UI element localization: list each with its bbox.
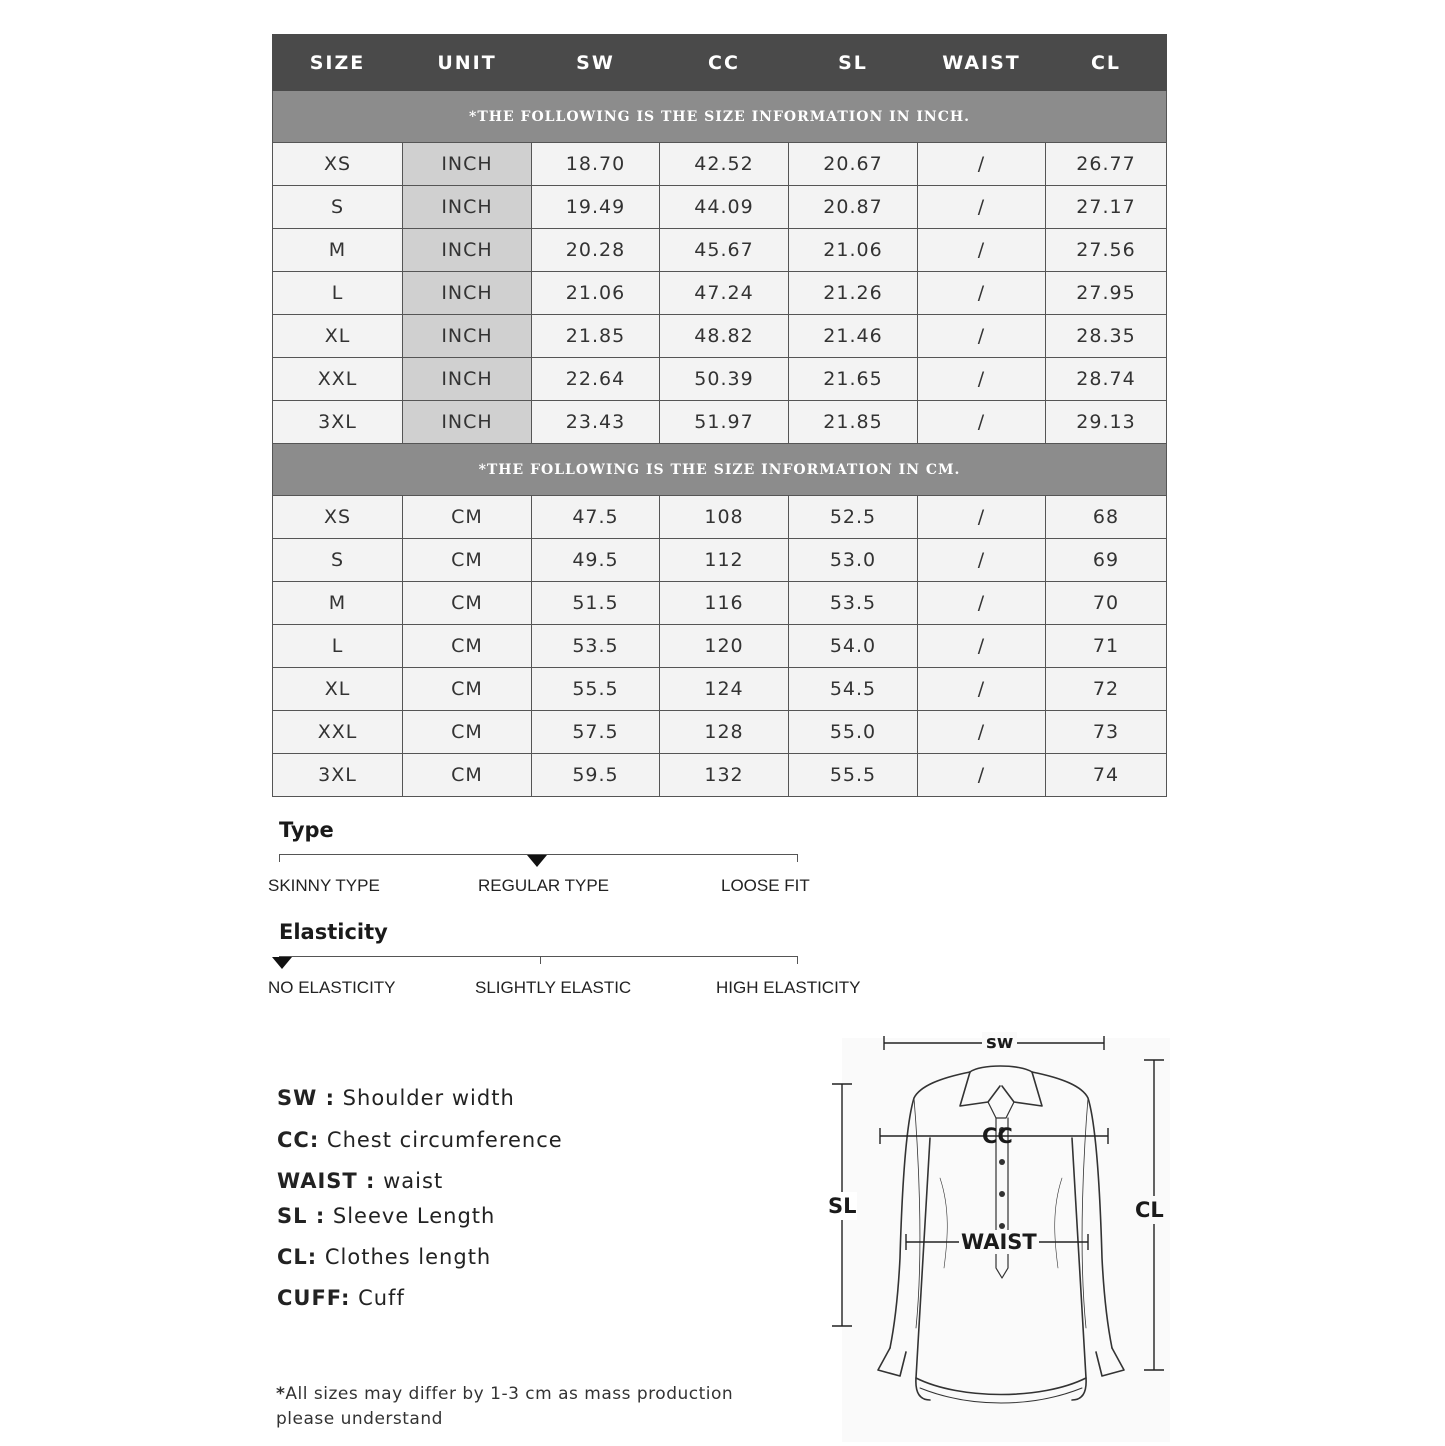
- table-row: [273, 143, 1167, 186]
- table-cell: /: [918, 625, 1046, 668]
- table-cell: CM: [403, 711, 532, 754]
- type-tick-end: [797, 854, 798, 862]
- table-cell: 21.06: [532, 272, 660, 315]
- table-cell: XXL: [273, 358, 403, 401]
- table-cell: 74: [1046, 754, 1167, 797]
- table-cell: 48.82: [660, 315, 789, 358]
- table-cell: 19.49: [532, 186, 660, 229]
- table-cell: XS: [273, 143, 403, 186]
- table-cell: 54.5: [789, 668, 918, 711]
- type-option-skinny: SKINNY TYPE: [268, 876, 380, 895]
- table-cell: /: [918, 668, 1046, 711]
- legend-waist: [277, 1169, 443, 1193]
- type-title: Type: [279, 818, 334, 842]
- diagram-label-cl: CL: [1135, 1198, 1164, 1222]
- table-cell: 57.5: [532, 711, 660, 754]
- table-cell: /: [918, 272, 1046, 315]
- table-cell: M: [273, 582, 403, 625]
- legend-sl: [277, 1204, 495, 1228]
- table-row: [273, 496, 1167, 539]
- table-cell: 68: [1046, 496, 1167, 539]
- table-cell: 18.70: [532, 143, 660, 186]
- table-cell: 29.13: [1046, 401, 1167, 444]
- table-row: [273, 229, 1167, 272]
- table-cell: CM: [403, 582, 532, 625]
- table-row: [273, 539, 1167, 582]
- table-cell: CM: [403, 496, 532, 539]
- legend-cl: [277, 1245, 491, 1269]
- table-cell: CM: [403, 539, 532, 582]
- table-cell: /: [918, 496, 1046, 539]
- table-cell: L: [273, 272, 403, 315]
- table-cell: 45.67: [660, 229, 789, 272]
- table-cell: 20.67: [789, 143, 918, 186]
- table-cell: /: [918, 358, 1046, 401]
- table-cell: 28.74: [1046, 358, 1167, 401]
- section-note: *THE FOLLOWING IS THE SIZE INFORMATION IN CM.: [273, 444, 1167, 496]
- legend-cc: [277, 1128, 563, 1152]
- header-sw: SW: [532, 35, 660, 91]
- table-cell: 50.39: [660, 358, 789, 401]
- diagram-label-sw: sw: [982, 1032, 1017, 1053]
- shirt-diagram: [820, 1028, 1180, 1443]
- table-row: [273, 582, 1167, 625]
- elasticity-selected-marker-icon: [272, 957, 292, 969]
- legend-cc-abbr: CC:: [277, 1128, 320, 1152]
- table-cell: 55.5: [789, 754, 918, 797]
- elasticity-option-none: NO ELASTICITY: [268, 978, 396, 997]
- legend-sw-abbr: SW :: [277, 1086, 335, 1110]
- table-cell: 116: [660, 582, 789, 625]
- table-cell: 21.46: [789, 315, 918, 358]
- table-cell: 51.97: [660, 401, 789, 444]
- table-cell: CM: [403, 754, 532, 797]
- legend-cuff: [277, 1286, 405, 1310]
- table-cell: 120: [660, 625, 789, 668]
- table-cell: 3XL: [273, 401, 403, 444]
- legend-cuff-desc: Cuff: [350, 1286, 405, 1310]
- table-cell: 55.0: [789, 711, 918, 754]
- table-cell: 47.5: [532, 496, 660, 539]
- diagram-label-sl: SL: [828, 1194, 857, 1218]
- header-waist: WAIST: [918, 35, 1046, 91]
- table-cell: 26.77: [1046, 143, 1167, 186]
- elasticity-option-slight: SLIGHTLY ELASTIC: [475, 978, 632, 997]
- table-cell: /: [918, 582, 1046, 625]
- legend-cc-desc: Chest circumference: [319, 1128, 563, 1152]
- table-cell: /: [918, 539, 1046, 582]
- size-table: [272, 34, 1167, 797]
- table-cell: 132: [660, 754, 789, 797]
- legend-sw: [277, 1086, 515, 1110]
- header-sl: SL: [789, 35, 918, 91]
- legend-cuff-abbr: CUFF:: [277, 1286, 351, 1310]
- legend-sw-desc: Shoulder width: [335, 1086, 515, 1110]
- table-cell: 21.85: [789, 401, 918, 444]
- table-cell: /: [918, 229, 1046, 272]
- table-row: [273, 358, 1167, 401]
- table-cell: 124: [660, 668, 789, 711]
- elasticity-tick-end: [797, 956, 798, 964]
- table-cell: 59.5: [532, 754, 660, 797]
- table-cell: 21.06: [789, 229, 918, 272]
- note-line-1: [276, 1382, 733, 1407]
- legend-waist-desc: waist: [375, 1169, 444, 1193]
- table-cell: /: [918, 401, 1046, 444]
- header-unit: UNIT: [403, 35, 532, 91]
- table-cell: 73: [1046, 711, 1167, 754]
- section-row: [273, 91, 1167, 143]
- legend-sl-desc: Sleeve Length: [325, 1204, 496, 1228]
- table-cell: INCH: [403, 272, 532, 315]
- header-cl: CL: [1046, 35, 1167, 91]
- table-cell: 28.35: [1046, 315, 1167, 358]
- header-size: SIZE: [273, 35, 403, 91]
- table-row: [273, 315, 1167, 358]
- section-note: *THE FOLLOWING IS THE SIZE INFORMATION IN INCH.: [273, 91, 1167, 143]
- table-cell: 108: [660, 496, 789, 539]
- type-tick-start: [279, 854, 280, 862]
- table-cell: /: [918, 754, 1046, 797]
- table-cell: 21.26: [789, 272, 918, 315]
- table-cell: 53.5: [789, 582, 918, 625]
- table-cell: M: [273, 229, 403, 272]
- table-cell: XL: [273, 668, 403, 711]
- table-cell: 23.43: [532, 401, 660, 444]
- table-cell: 112: [660, 539, 789, 582]
- note-line-2: please understand: [276, 1409, 443, 1429]
- table-cell: 21.65: [789, 358, 918, 401]
- table-cell: 27.17: [1046, 186, 1167, 229]
- table-cell: CM: [403, 625, 532, 668]
- table-cell: 71: [1046, 625, 1167, 668]
- legend-sl-abbr: SL :: [277, 1204, 326, 1228]
- legend-cl-desc: Clothes length: [317, 1245, 492, 1269]
- table-cell: /: [918, 315, 1046, 358]
- table-cell: 3XL: [273, 754, 403, 797]
- table-row: [273, 754, 1167, 797]
- table-row: [273, 186, 1167, 229]
- table-cell: 49.5: [532, 539, 660, 582]
- table-cell: CM: [403, 668, 532, 711]
- table-cell: 54.0: [789, 625, 918, 668]
- table-cell: L: [273, 625, 403, 668]
- table-cell: 47.24: [660, 272, 789, 315]
- note-text-1: All sizes may differ by 1-3 cm as mass production: [285, 1384, 734, 1404]
- elasticity-title: Elasticity: [279, 920, 388, 944]
- table-header-row: [273, 35, 1167, 91]
- table-cell: 55.5: [532, 668, 660, 711]
- table-cell: 52.5: [789, 496, 918, 539]
- diagram-label-waist: WAIST: [961, 1230, 1037, 1254]
- table-cell: 22.64: [532, 358, 660, 401]
- type-option-loose: LOOSE FIT: [721, 876, 810, 895]
- elasticity-scale-line: [279, 956, 797, 957]
- table-cell: INCH: [403, 401, 532, 444]
- table-row: [273, 401, 1167, 444]
- size-note: [276, 1382, 733, 1432]
- table-cell: /: [918, 711, 1046, 754]
- elasticity-tick-mid: [540, 956, 541, 964]
- table-cell: 44.09: [660, 186, 789, 229]
- type-selected-marker-icon: [527, 855, 547, 867]
- table-cell: 69: [1046, 539, 1167, 582]
- table-cell: 21.85: [532, 315, 660, 358]
- table-cell: /: [918, 143, 1046, 186]
- table-row: [273, 668, 1167, 711]
- table-cell: XL: [273, 315, 403, 358]
- table-cell: 70: [1046, 582, 1167, 625]
- table-cell: INCH: [403, 229, 532, 272]
- table-body: [273, 91, 1167, 797]
- table-cell: 51.5: [532, 582, 660, 625]
- section-row: [273, 444, 1167, 496]
- table-cell: 20.87: [789, 186, 918, 229]
- table-cell: 53.0: [789, 539, 918, 582]
- table-row: [273, 625, 1167, 668]
- table-cell: 27.56: [1046, 229, 1167, 272]
- note-star: *: [276, 1384, 286, 1404]
- legend-waist-abbr: WAIST :: [277, 1169, 376, 1193]
- type-option-regular: REGULAR TYPE: [478, 876, 610, 895]
- table-cell: INCH: [403, 143, 532, 186]
- legend-cl-abbr: CL:: [277, 1245, 318, 1269]
- table-cell: 53.5: [532, 625, 660, 668]
- table-cell: 72: [1046, 668, 1167, 711]
- table-cell: XS: [273, 496, 403, 539]
- table-cell: INCH: [403, 315, 532, 358]
- table-row: [273, 711, 1167, 754]
- table-cell: S: [273, 539, 403, 582]
- table-cell: INCH: [403, 186, 532, 229]
- table-cell: 42.52: [660, 143, 789, 186]
- table-row: [273, 272, 1167, 315]
- table-cell: XXL: [273, 711, 403, 754]
- diagram-label-cc: CC: [982, 1124, 1013, 1148]
- elasticity-option-high: HIGH ELASTICITY: [716, 978, 861, 997]
- table-cell: INCH: [403, 358, 532, 401]
- header-cc: CC: [660, 35, 789, 91]
- table-cell: /: [918, 186, 1046, 229]
- table-cell: 27.95: [1046, 272, 1167, 315]
- table-cell: 20.28: [532, 229, 660, 272]
- table-cell: S: [273, 186, 403, 229]
- table-cell: 128: [660, 711, 789, 754]
